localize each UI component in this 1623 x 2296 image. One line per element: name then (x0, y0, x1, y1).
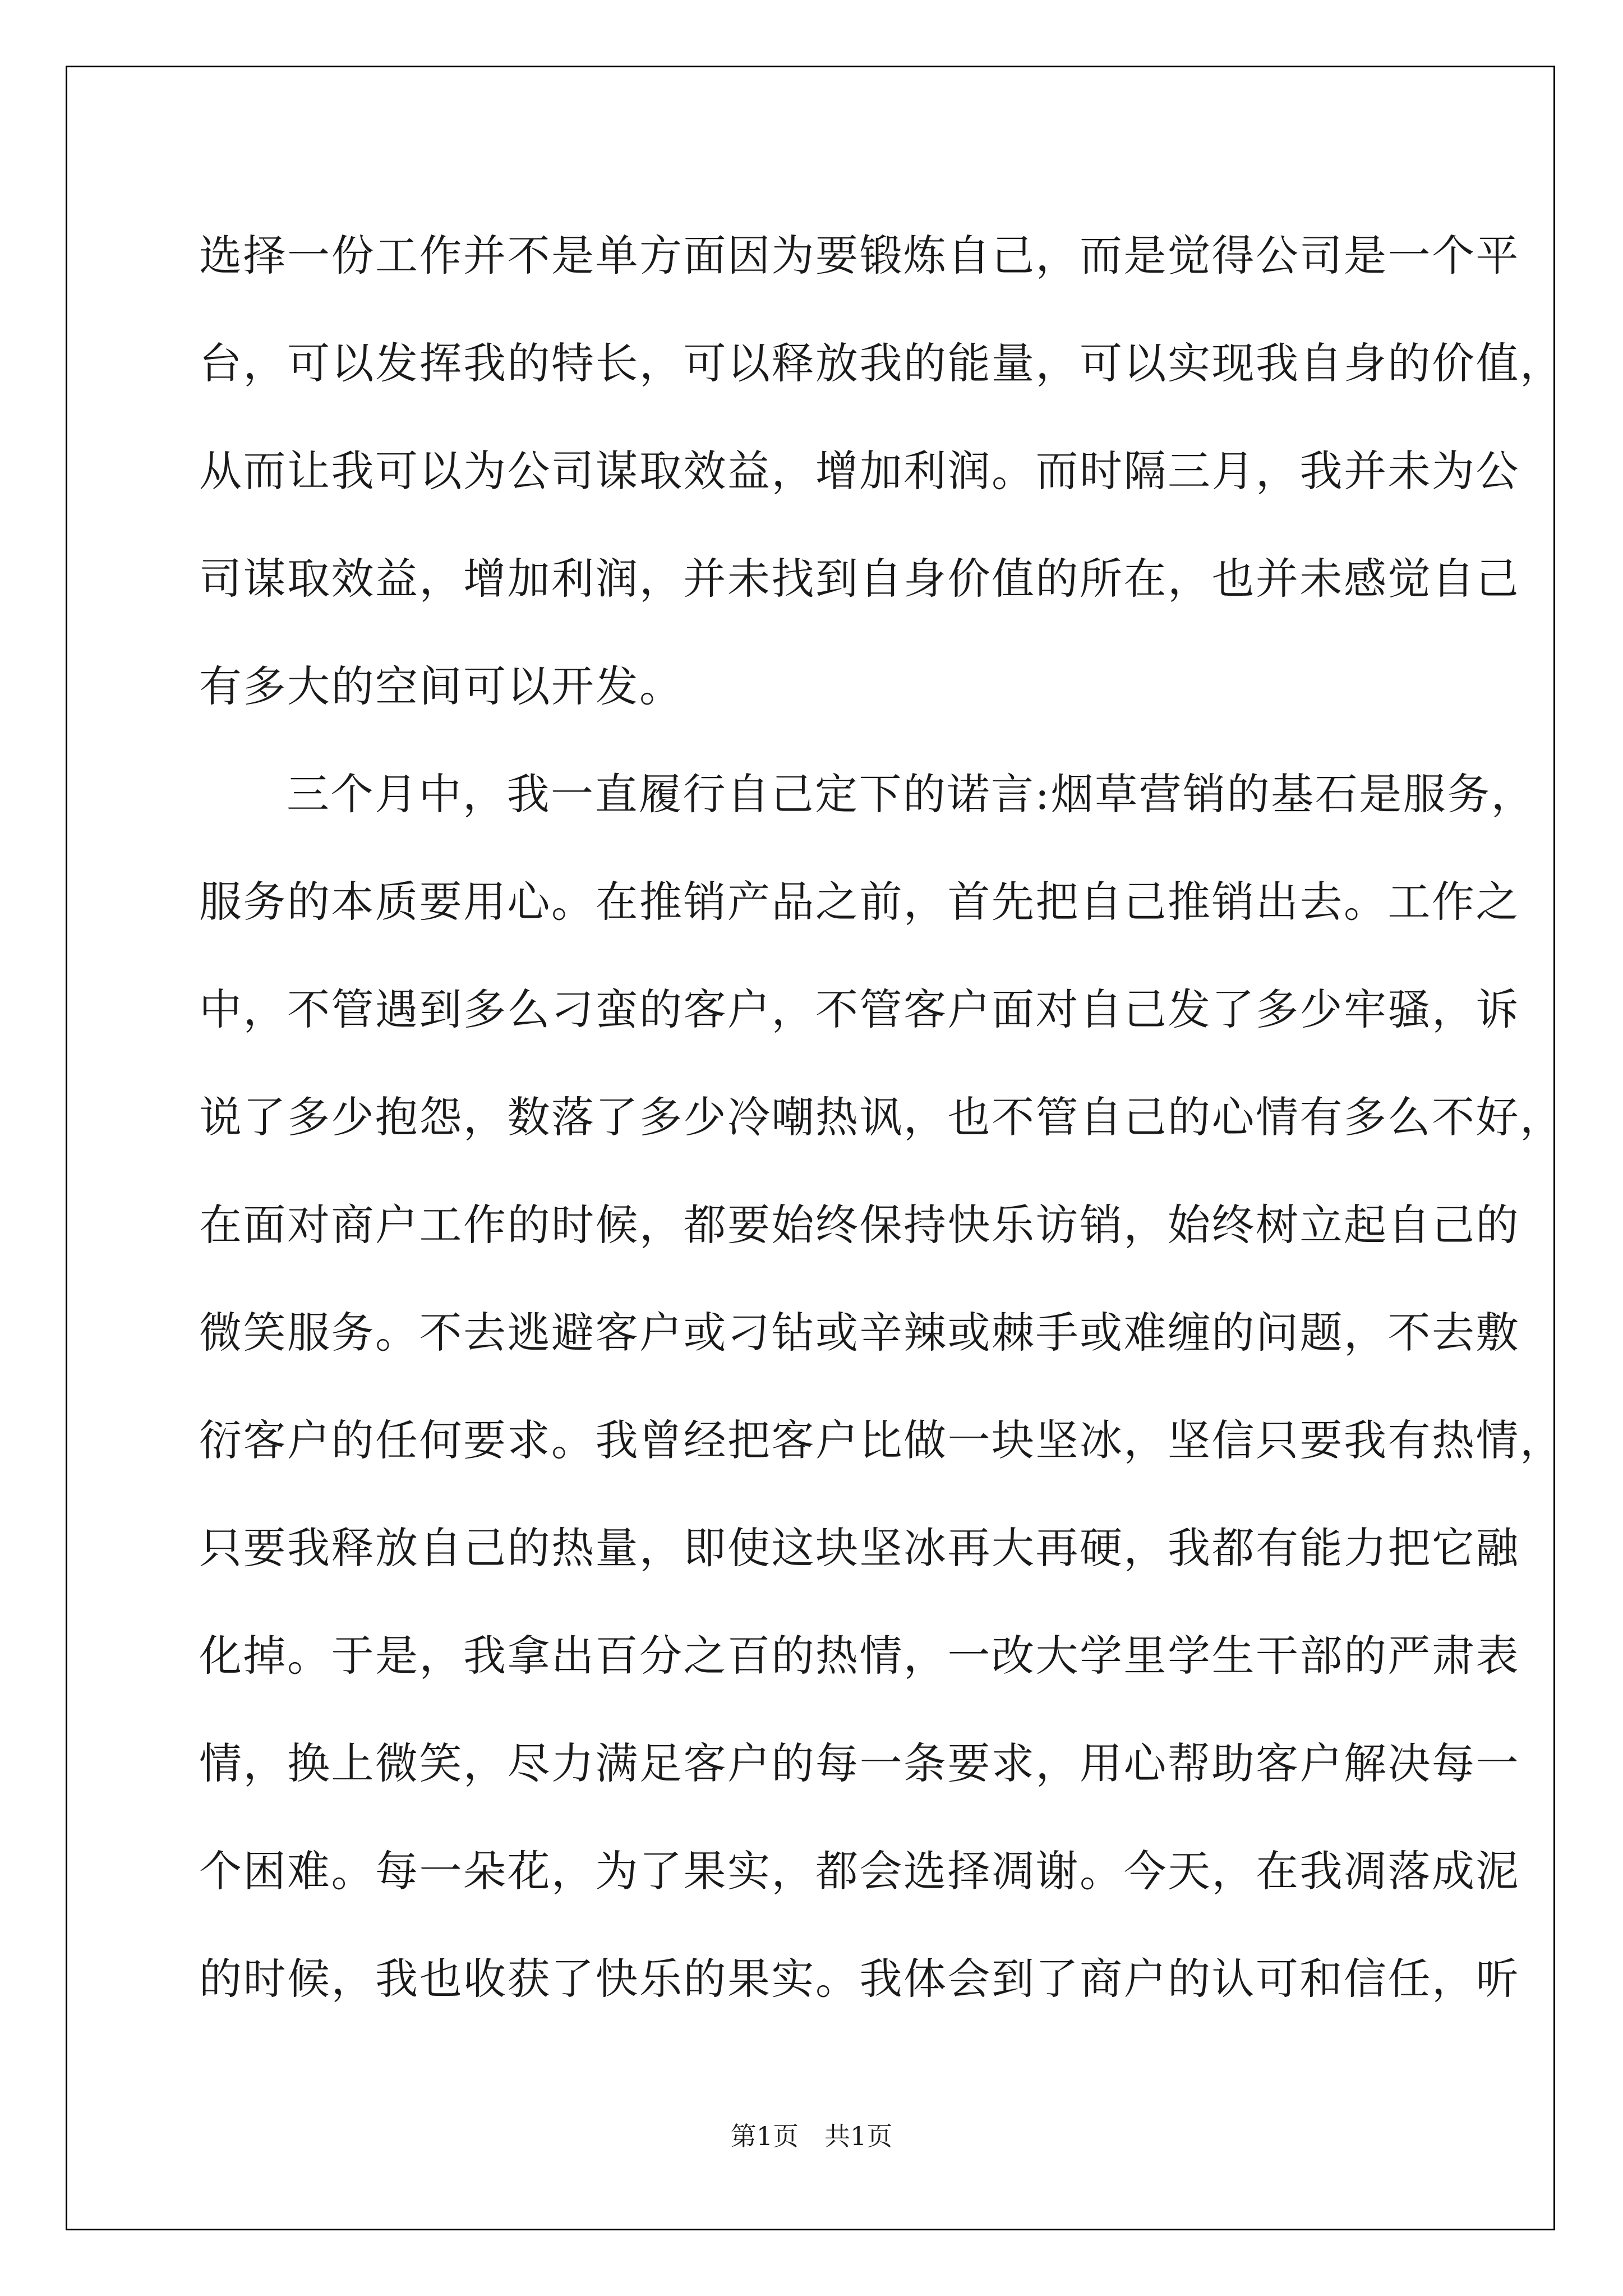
paragraph-1-line-1: 选择一份工作并不是单方面因为要锻炼自己，而是觉得公司是一个平 (199, 231, 1520, 280)
paragraph-2-line-9: 化掉。于是，我拿出百分之百的热情，一改大学里学生干部的严肃表 (199, 1631, 1520, 1681)
paragraph-2-line-6: 微笑服务。不去逃避客户或刁钻或辛辣或棘手或难缠的问题，不去敷 (199, 1308, 1520, 1358)
paragraph-2-line-5: 在面对商户工作的时候，都要始终保持快乐访销，始终树立起自己的 (199, 1200, 1520, 1250)
paragraph-2-line-2: 服务的本质要用心。在推销产品之前，首先把自己推销出去。工作之 (199, 877, 1520, 927)
document-body (199, 202, 1564, 2033)
paragraph-1-line-2: 台，可以发挥我的特长，可以释放我的能量，可以实现我自身的价值， (199, 338, 1564, 388)
paragraph-2-line-7: 衍客户的任何要求。我曾经把客户比做一块坚冰，坚信只要我有热情， (199, 1415, 1564, 1465)
paragraph-2-line-11: 个困难。每一朵花，为了果实，都会选择凋谢。今天，在我凋落成泥 (199, 1846, 1520, 1896)
paragraph-1-line-4: 司谋取效益，增加利润，并未找到自身价值的所在，也并未感觉自己 (199, 554, 1520, 604)
paragraph-2-line-3: 中，不管遇到多么刁蛮的客户，不管客户面对自己发了多少牢骚，诉 (199, 984, 1520, 1034)
paragraph-2-line-8: 只要我释放自己的热量，即使这块坚冰再大再硬，我都有能力把它融 (199, 1523, 1520, 1573)
page-number-footer: 第1页 共1页 (730, 2121, 893, 2151)
paragraph-2-line-4: 说了多少抱怨，数落了多少冷嘲热讽，也不管自己的心情有多么不好， (199, 1092, 1564, 1142)
paragraph-2-line-12: 的时候，我也收获了快乐的果实。我体会到了商户的认可和信任，听 (199, 1954, 1520, 2004)
paragraph-2-line-1: 三个月中，我一直履行自己定下的诺言:烟草营销的基石是服务， (287, 769, 1536, 819)
paragraph-1-line-5: 有多大的空间可以开发。 (199, 661, 684, 711)
paragraph-1-line-3: 从而让我可以为公司谋取效益，增加利润。而时隔三月，我并未为公 (199, 446, 1520, 496)
paragraph-2-line-10: 情，换上微笑，尽力满足客户的每一条要求，用心帮助客户解决每一 (199, 1738, 1520, 1788)
